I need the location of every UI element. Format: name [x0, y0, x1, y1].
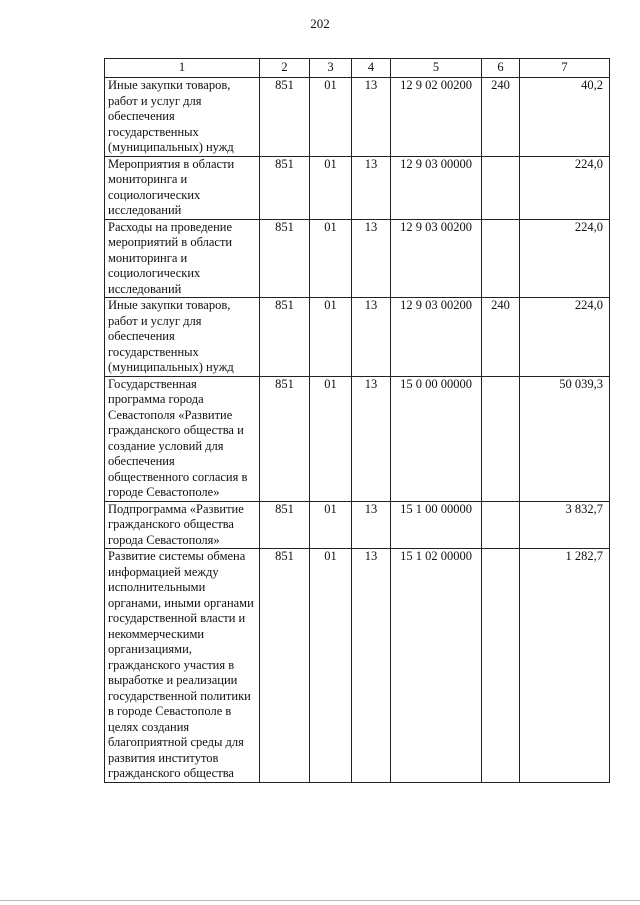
header-col-4: 4	[352, 59, 391, 78]
header-col-5: 5	[391, 59, 482, 78]
row-col-3: 01	[310, 501, 352, 549]
row-col-4: 13	[352, 549, 391, 783]
table-row	[105, 156, 610, 219]
row-col-5: 12 9 02 00200	[391, 78, 482, 157]
table-row	[105, 298, 610, 377]
row-amount: 224,0	[520, 298, 610, 377]
row-col-6: 240	[482, 298, 520, 377]
row-col-5: 12 9 03 00200	[391, 298, 482, 377]
row-col-2: 851	[260, 376, 310, 501]
header-col-3: 3	[310, 59, 352, 78]
row-col-2: 851	[260, 501, 310, 549]
header-col-2: 2	[260, 59, 310, 78]
row-name: Иные закупки товаров, работ и услуг для обеспечения государственных (муниципальных) нужд	[105, 78, 260, 157]
row-col-6: 240	[482, 78, 520, 157]
row-col-6	[482, 549, 520, 783]
row-col-3: 01	[310, 298, 352, 377]
row-col-4: 13	[352, 376, 391, 501]
table-row	[105, 501, 610, 549]
row-col-5: 12 9 03 00000	[391, 156, 482, 219]
page-number: 202	[310, 16, 330, 31]
row-col-6	[482, 501, 520, 549]
row-col-3: 01	[310, 549, 352, 783]
row-name: Расходы на проведение мероприятий в области мониторинга и социологических исследований	[105, 219, 260, 298]
row-col-2: 851	[260, 219, 310, 298]
row-amount: 50 039,3	[520, 376, 610, 501]
header-col-6: 6	[482, 59, 520, 78]
row-col-3: 01	[310, 219, 352, 298]
row-amount: 40,2	[520, 78, 610, 157]
row-amount: 224,0	[520, 156, 610, 219]
row-name: Развитие системы обмена информацией между исполнительными органами, иными органами государственной власти и некоммерческими организациями, гражданского участия в выработке и реализации государственной политики в городе Севастополе в целях создания благоприятной среды для развития институтов гражданского общества	[105, 549, 260, 783]
page-bottom-edge	[0, 900, 640, 901]
row-name: Мероприятия в области мониторинга и социологических исследований	[105, 156, 260, 219]
row-col-5: 15 1 00 00000	[391, 501, 482, 549]
row-name: Государственная программа города Севастополя «Развитие гражданского общества и создание условий для обеспечения общественного согласия в городе Севастополе»	[105, 376, 260, 501]
row-amount: 224,0	[520, 219, 610, 298]
row-amount: 1 282,7	[520, 549, 610, 783]
row-col-6	[482, 156, 520, 219]
budget-table	[104, 58, 610, 783]
row-col-4: 13	[352, 501, 391, 549]
header-row	[105, 59, 610, 78]
row-col-4: 13	[352, 219, 391, 298]
row-col-4: 13	[352, 156, 391, 219]
row-name: Подпрограмма «Развитие гражданского общества города Севастополя»	[105, 501, 260, 549]
row-col-6	[482, 219, 520, 298]
row-col-2: 851	[260, 298, 310, 377]
row-col-5: 12 9 03 00200	[391, 219, 482, 298]
table-row	[105, 376, 610, 501]
row-col-3: 01	[310, 78, 352, 157]
row-name: Иные закупки товаров, работ и услуг для обеспечения государственных (муниципальных) нужд	[105, 298, 260, 377]
row-col-2: 851	[260, 156, 310, 219]
table-row	[105, 549, 610, 783]
row-amount: 3 832,7	[520, 501, 610, 549]
table-row	[105, 78, 610, 157]
row-col-3: 01	[310, 156, 352, 219]
row-col-2: 851	[260, 549, 310, 783]
row-col-2: 851	[260, 78, 310, 157]
table-row	[105, 219, 610, 298]
row-col-4: 13	[352, 78, 391, 157]
row-col-5: 15 0 00 00000	[391, 376, 482, 501]
header-col-7: 7	[520, 59, 610, 78]
header-col-1: 1	[105, 59, 260, 78]
row-col-6	[482, 376, 520, 501]
row-col-5: 15 1 02 00000	[391, 549, 482, 783]
row-col-3: 01	[310, 376, 352, 501]
row-col-4: 13	[352, 298, 391, 377]
